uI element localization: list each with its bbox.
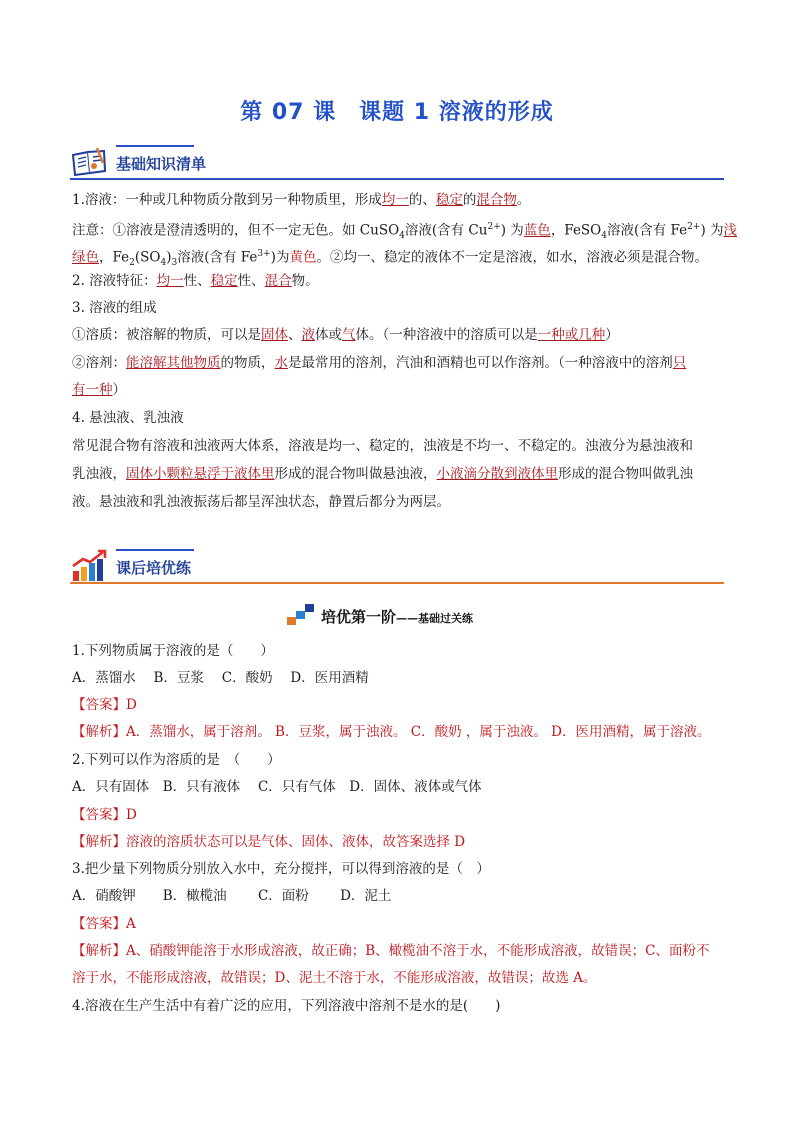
question-1: 1.下列物质属于溶液的是（ ） — [72, 643, 274, 659]
tier-title: 培优第一阶 — [321, 608, 397, 626]
book-icon — [70, 145, 110, 179]
question-3-answer: 【答案】A — [72, 916, 136, 932]
question-1-answer: 【答案】D — [72, 697, 137, 713]
knowledge-line-5: 3. 溶液的组成 — [72, 300, 157, 316]
knowledge-line-11: 乳浊液，固体小颗粒悬浮于液体里形成的混合物叫做悬浊液，小液滴分散到液体里形成的混合物叫做乳浊 — [72, 466, 693, 482]
section-header-knowledge — [70, 145, 724, 181]
knowledge-line-12: 液。悬浊液和乳浊液振荡后都呈浑浊状态，静置后都分为两层。 — [72, 494, 450, 510]
question-1-explanation: 【解析】A．蒸馏水，属于溶剂。 B．豆浆，属于浊液。 C．酸奶 ，属于浊液。 D．医用酒精，属于溶液。 — [72, 724, 711, 740]
question-2: 2.下列可以作为溶质的是 （ ） — [72, 752, 281, 768]
question-2-explanation: 【解析】溶液的溶质状态可以是气体、固体、液体，故答案选择 D — [72, 834, 466, 850]
tier-subtitle: ——基础过关练 — [396, 612, 474, 625]
knowledge-line-1: 1.溶液：一种或几种物质分散到另一种物质里，形成均一的、稳定的混合物。 — [72, 192, 531, 208]
knowledge-line-8: 有一种） — [72, 382, 126, 398]
stairs-icon — [285, 601, 317, 627]
question-2-answer: 【答案】D — [72, 807, 137, 823]
question-3-options: A．硝酸钾 B．橄榄油 C．面粉 D．泥土 — [72, 888, 392, 904]
section-title: 课后培优练 — [116, 559, 192, 577]
knowledge-line-9: 4. 悬浊液、乳浊液 — [72, 410, 184, 426]
knowledge-line-4: 2. 溶液特征：均一性、稳定性、混合物。 — [72, 273, 319, 289]
knowledge-line-2: 注意：①溶液是澄清透明的，但不一定无色。如 CuSO$_4$溶液(含有 $Cu^{2+}$) 为蓝色，FeSO$_4$溶液(含有 $Fe^{2+}$) 为浅 — [72, 222, 738, 242]
section-title: 基础知识清单 — [116, 155, 207, 173]
page-title: 第 07 课 课题 1 溶液的形成 — [240, 100, 554, 125]
knowledge-line-3: 绿色，$Fe_2(SO_4)_3$溶液(含有 $Fe^{3+}$)为黄色。②均一、稳定的液体不一定是溶液，如水，溶液必须是混合物。 — [72, 249, 708, 269]
knowledge-line-7: ②溶剂：能溶解其他物质的物质，水是最常用的溶剂，汽油和酒精也可以作溶剂。（一种溶液中的溶剂只 — [72, 355, 687, 371]
knowledge-line-6: ①溶质：被溶解的物质，可以是固体、液体或气体。（一种溶液中的溶质可以是一种或几种） — [72, 327, 619, 343]
question-4: 4.溶液在生产生活中有着广泛的应用，下列溶液中溶剂不是水的是( ) — [72, 998, 501, 1014]
question-3-explanation-1: 【解析】A、硝酸钾能溶于水形成溶液，故正确；B、橄榄油不溶于水，不能形成溶液，故错误；C、面粉不 — [72, 943, 710, 959]
question-1-options: A．蒸馏水 B．豆浆 C．酸奶 D．医用酒精 — [72, 670, 369, 686]
section-header-practice — [70, 549, 724, 585]
question-3-explanation-2: 溶于水，不能形成溶液，故错误；D、泥土不溶于水，不能形成溶液，故错误；故选 A。 — [72, 970, 597, 986]
question-2-options: A．只有固体 B．只有液体 C．只有气体 D．固体、液体或气体 — [72, 779, 482, 795]
knowledge-line-10: 常见混合物有溶液和浊液两大体系，溶液是均一、稳定的，浊液是不均一、不稳定的。浊液分为悬浊液和 — [72, 438, 693, 454]
question-3: 3.把少量下列物质分别放入水中，充分搅拌，可以得到溶液的是（ ） — [72, 861, 490, 877]
growth-chart-icon — [70, 549, 110, 583]
